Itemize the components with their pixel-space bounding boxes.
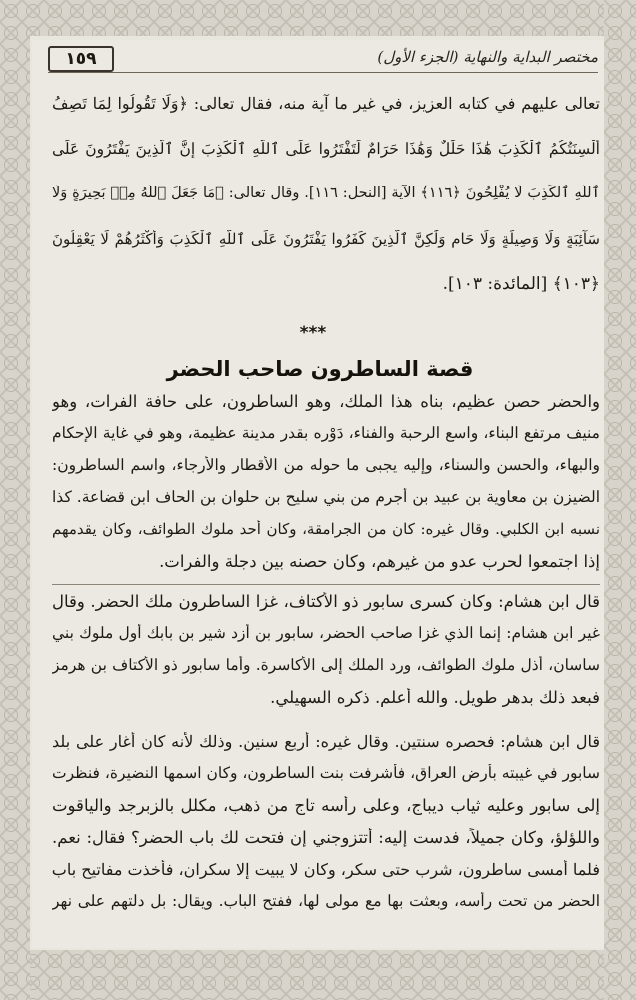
section-separator: *** [299, 323, 327, 343]
ornamental-border-right [604, 0, 636, 1000]
ornamental-border-top [0, 0, 636, 36]
text-line: قال ابن هشام: وكان كسرى سابور ذو الأكتاف، غزا الساطرون ملك الحضر. وقال [52, 592, 600, 611]
text-line: ٱللَّهِ ٱلْكَذِبَ لَا يُفْلِحُونَ ﴿١١٦﴾ الآية [النحل: ١١٦]. وقال تعالى: ﴿مَا جَعَلَ ٱللَّهُ مِنۢ بَحِيرَةٍ وَلَا [52, 185, 600, 201]
text-line: واللؤلؤ، وكان جميلاً، فدست إليه: أتتزوجني إن فتحت لك باب الحضر؟ فقال: نعم. [52, 828, 600, 847]
page-header [48, 42, 598, 73]
text-line: منيف مرتفع البناء، واسع الرحبة والفناء، دَوْره بقدر مدينة عظيمة، وهو في غاية الإحكام [52, 424, 600, 442]
text-line: نسبه ابن الكلبي. وقال غيره: كان من الجرامقة، وكان أحد ملوك الطوائف، وكان يقدمهم [52, 520, 600, 538]
text-line: والحضر حصن عظيم، بناه هذا الملك، وهو الساطرون، على حافة الفرات، وهو [52, 392, 600, 411]
text-line: غير ابن هشام: إنما الذي غزا صاحب الحضر، سابور بن أزد شير بن بابك أول ملوك بني [52, 624, 600, 642]
page-number: ١٥٩ [48, 46, 114, 72]
divider [52, 584, 600, 585]
text-line: فبعد ذلك بدهر طويل. والله أعلم. ذكره السهيلي. [270, 688, 600, 707]
text-line: تعالى عليهم في كتابه العزيز، في غير ما آية منه، فقال تعالى: ﴿وَلَا تَقُولُوا لِمَا تَصِفُ [52, 94, 600, 113]
text-line: قال ابن هشام: فحصره سنتين. وقال غيره: أربع سنين. وذلك لأنه كان أغار على بلد [52, 732, 600, 751]
section-title: قصة الساطرون صاحب الحضر [166, 357, 474, 381]
text-line: إلى سابور وعليه ثياب ديباج، وعلى رأسه تاج من ذهب، مكلل بالزبرجد والياقوت [52, 796, 600, 815]
text-line: إذا اجتمعوا لحرب عدو من غيرهم، وكان حصنه بين دجلة والفرات. [159, 552, 600, 571]
text-line: ﴿١٠٣﴾ [المائدة: ١٠٣]. [442, 274, 600, 294]
text-line: ساسان، أذل ملوك الطوائف، ورد الملك إلى الأكاسرة. وأما سابور ذو الأكتاف بن هرمز [52, 656, 600, 674]
ornamental-border-bottom [0, 950, 636, 1000]
text-line: سابور في غيبته بأرض العراق، فأشرفت بنت الساطرون، وكان اسمها النضيرة، فنظرت [52, 764, 600, 782]
ornamental-border-left [0, 0, 30, 1000]
text-line: الحضر من تحت رأسه، وبعثت بها مع مولى لها، ففتح الباب. ويقال: بل دلتهم على نهر [52, 892, 600, 910]
text-line: فلما أمسى ساطرون، شرب حتى سكر، وكان لا يبيت إلا سكران، فأخذت مفاتيح باب [52, 860, 600, 879]
running-title: مختصر البداية والنهاية (الجزء الأول) [377, 48, 598, 66]
text-line: سَآئِبَةٍ وَلَا وَصِيلَةٍ وَلَا حَامٍ وَلَٰكِنَّ ٱلَّذِينَ كَفَرُوا يَفْتَرُونَ عَلَى ٱللَّهِ ٱلْكَذِبَ وَأَكْثَرُهُمْ لَا يَعْقِلُونَ [52, 230, 600, 248]
text-line: والبهاء، والحسن والسناء، وإليه يجبى ما حوله من الأقطار والأرجاء، واسم الساطرون: [52, 456, 600, 474]
text-line: أَلْسِنَتُكُمُ ٱلْكَذِبَ هَٰذَا حَلَٰلٌ وَهَٰذَا حَرَامٌ لِّتَفْتَرُوا عَلَى ٱللَّهِ ٱلْكَذِبَ إِنَّ ٱلَّذِينَ يَفْتَرُونَ عَلَى [52, 140, 600, 158]
text-line: الضيزن بن معاوية بن عبيد بن أجرم من بني سليح بن حلوان بن الحاف ابن قضاعة. كذا [52, 488, 600, 506]
